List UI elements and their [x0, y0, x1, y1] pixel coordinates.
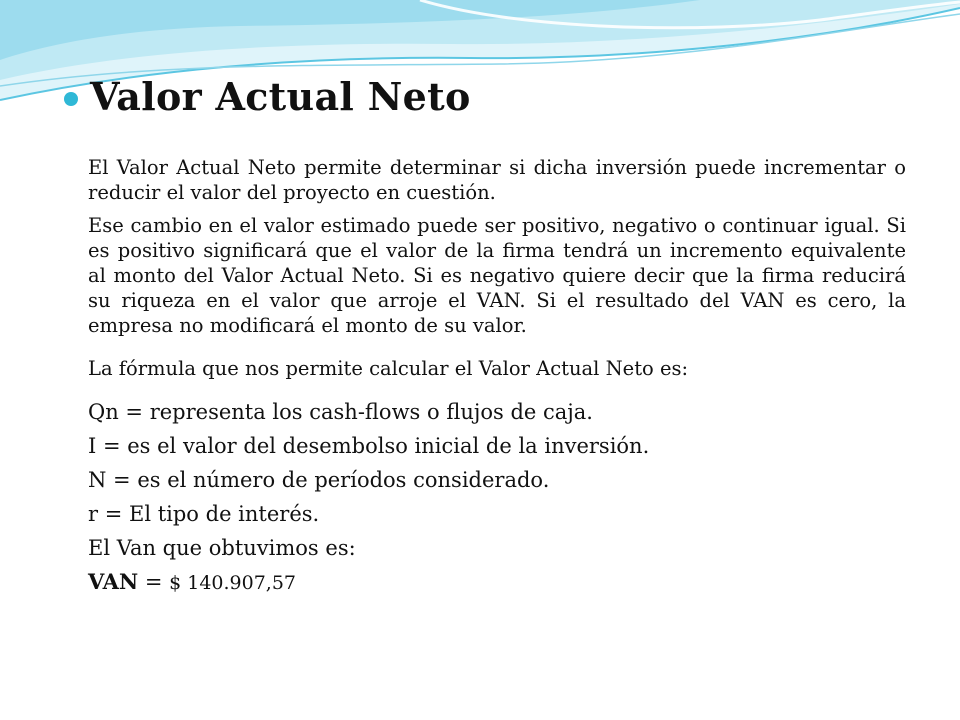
slide-title — [64, 74, 471, 119]
bullet-icon — [64, 92, 78, 106]
title-text: Valor Actual Neto — [90, 74, 471, 119]
van-label: VAN — [88, 569, 139, 594]
definition-r: r = El tipo de interés. — [88, 502, 320, 526]
definitions-list — [88, 395, 906, 600]
paragraph-formula: La fórmula que nos permite calcular el Valor Actual Neto es: — [88, 357, 689, 380]
van-equals: = — [138, 570, 170, 594]
definition-n: N = es el número de períodos considerado. — [88, 468, 550, 492]
paragraph-intro: El Valor Actual Neto permite determinar si dicha inversión puede incrementar o reducir el valor del proyecto en cuestión. — [88, 156, 906, 204]
paragraph-explanation: Ese cambio en el valor estimado puede ser positivo, negativo o continuar igual. Si es positivo significará que el valor de la firma tendrá un incremento equivalente al monto del Valor Actual Neto. Si es negativo quiere decir que la firma reducirá su riqueza en el valor que arroje el VAN. Si el resultado del VAN es cero, la empresa no modificará el monto de su valor. — [88, 214, 906, 337]
definition-i: I = es el valor del desembolso inicial de la inversión. — [88, 434, 650, 458]
result-intro: El Van que obtuvimos es: — [88, 536, 356, 560]
van-result — [88, 565, 906, 600]
slide-body — [88, 155, 906, 600]
van-amount: $ 140.907,57 — [169, 572, 297, 594]
definition-qn: Qn = representa los cash-flows o flujos de caja. — [88, 400, 593, 424]
